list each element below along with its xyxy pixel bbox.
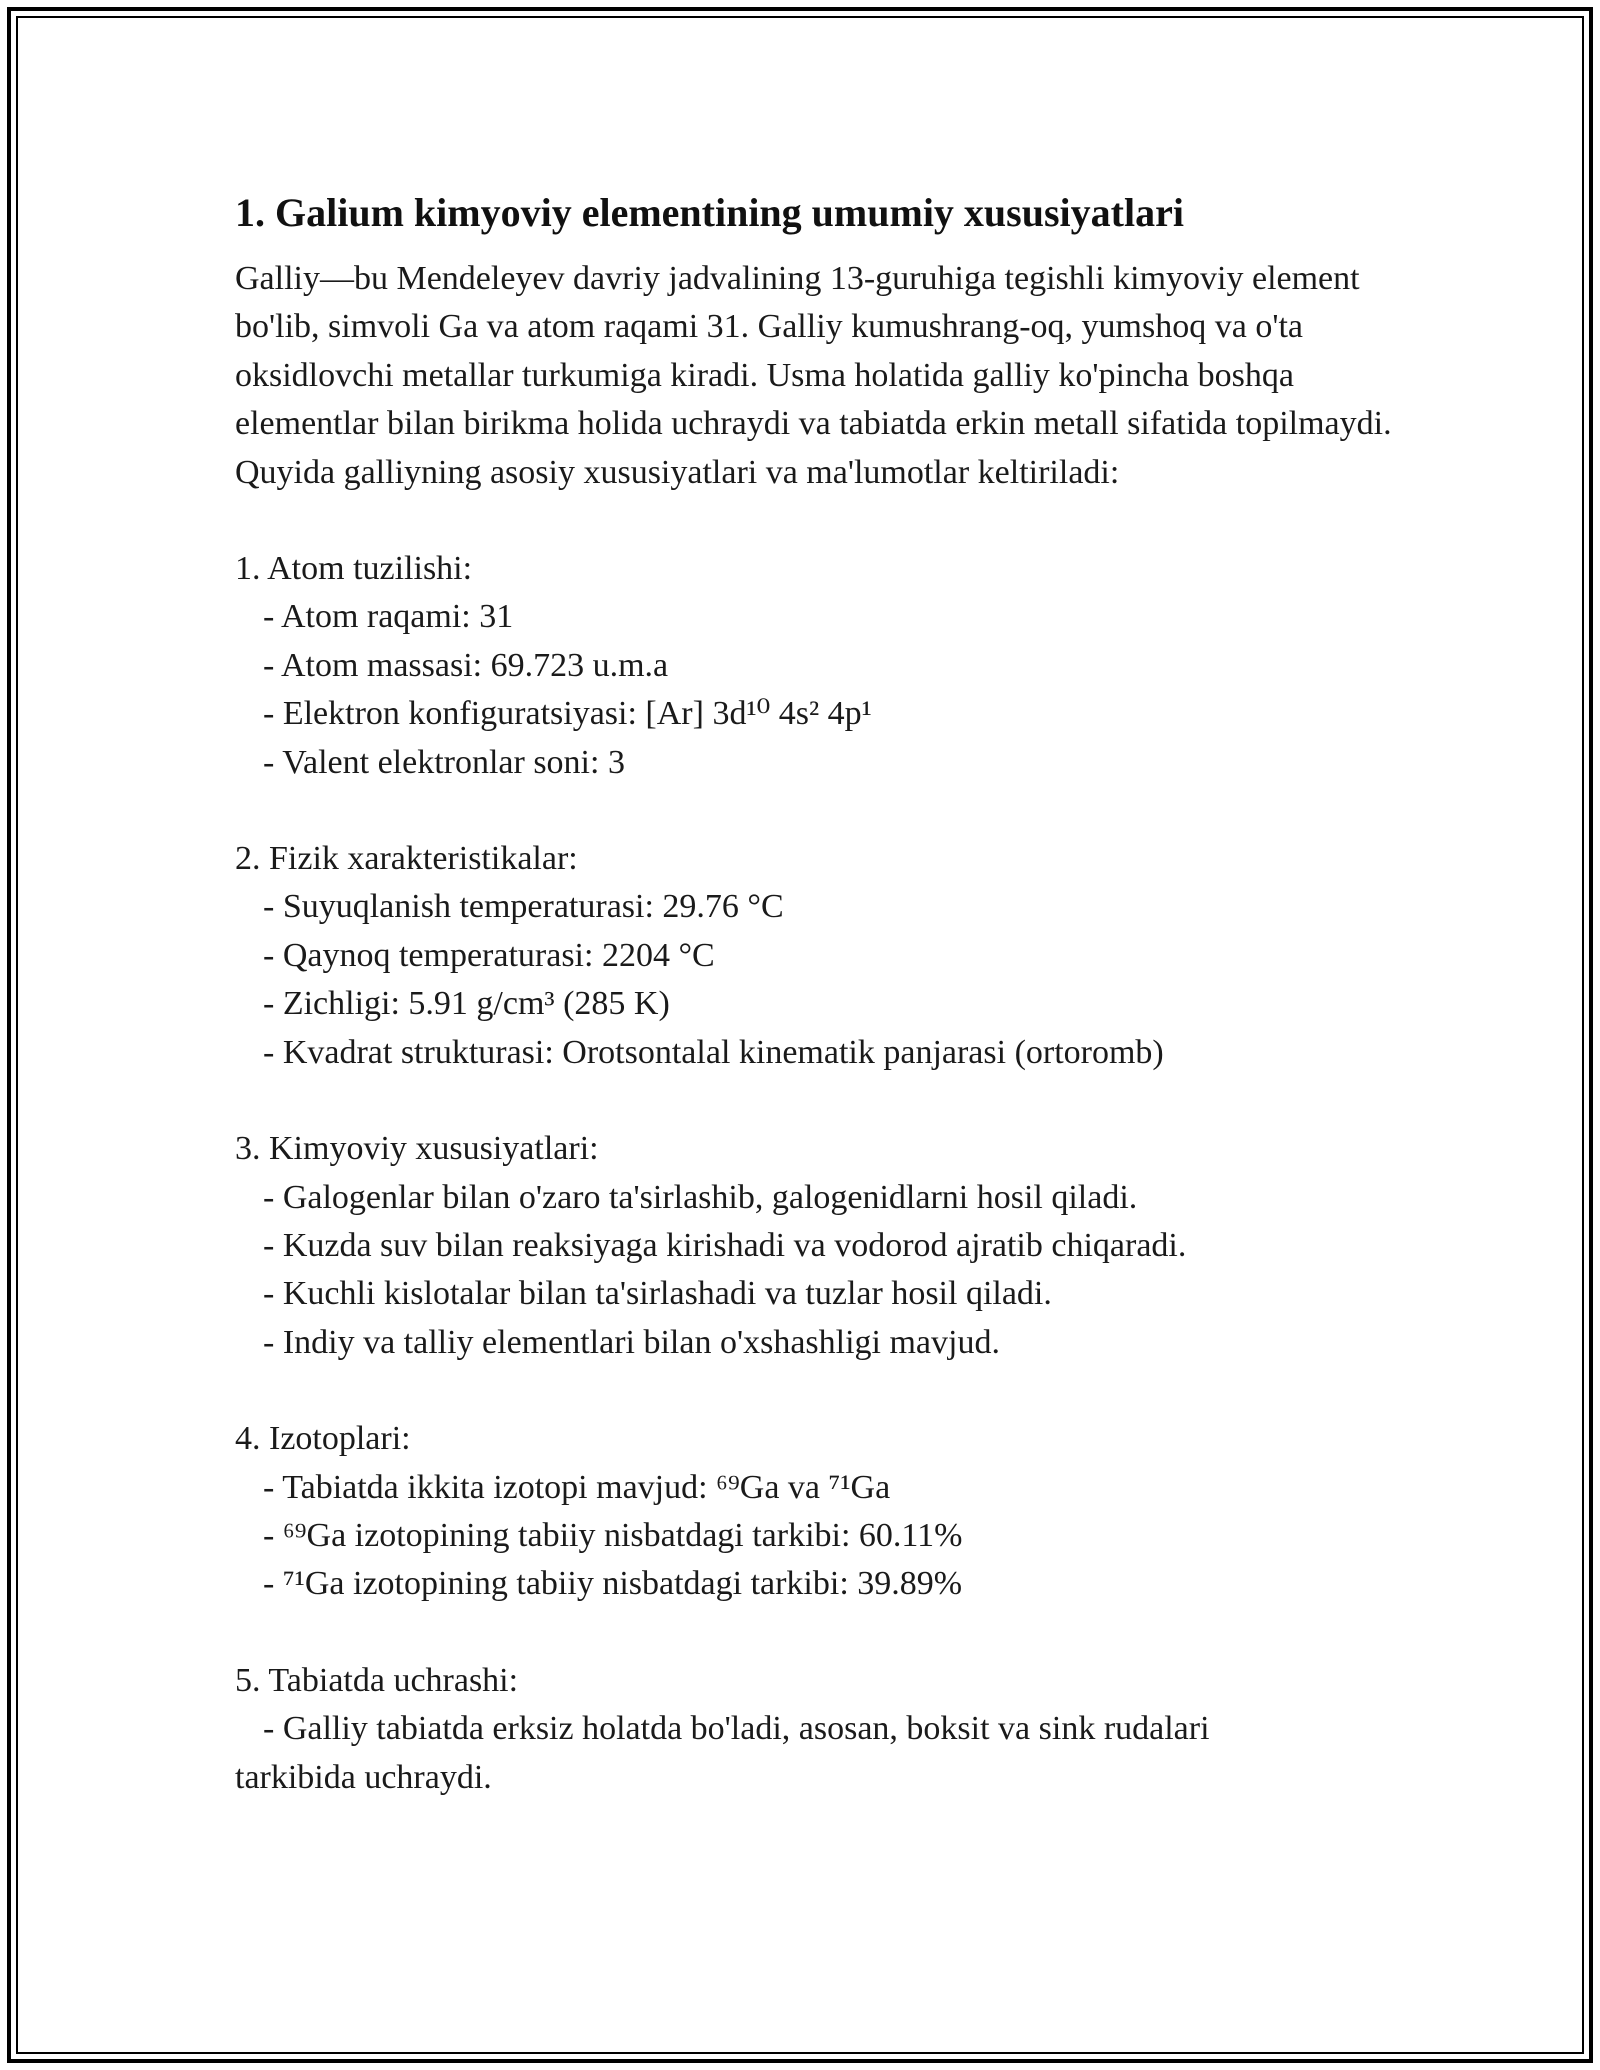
section-title: 4. Izotoplari: (235, 1420, 411, 1458)
list-item: - Galogenlar bilan o'zaro ta'sirlashib, galogenidlarni hosil qiladi. (263, 1178, 1138, 1216)
list-item-continuation: tarkibida uchraydi. (235, 1758, 492, 1796)
section-title: 3. Kimyoviy xususiyatlari: (235, 1130, 599, 1168)
list-item: - Galliy tabiatda erksiz holatda bo'ladi, asosan, boksit va sink rudalari (263, 1710, 1210, 1748)
section-title: 5. Tabiatda uchrashi: (235, 1661, 519, 1699)
list-item: - ⁷¹Ga izotopining tabiiy nisbatdagi tarkibi: 39.89% (263, 1565, 963, 1603)
section-isotopes (235, 1415, 1395, 1609)
list-item: - Kuzda suv bilan reaksiyaga kirishadi va vodorod ajratib chiqaradi. (263, 1226, 1187, 1264)
section-title: 2. Fizik xarakteristikalar: (235, 840, 578, 878)
section-occurrence (235, 1657, 1395, 1802)
list-item: - Elektron konfiguratsiyasi: [Ar] 3d¹⁰ 4s² 4p¹ (263, 695, 872, 733)
list-item: - Kuchli kislotalar bilan ta'sirlashadi va tuzlar hosil qiladi. (263, 1275, 1052, 1313)
list-item: - Kvadrat strukturasi: Orotsontalal kinematik panjarasi (ortoromb) (263, 1033, 1164, 1071)
section-title: 1. Atom tuzilishi: (235, 550, 473, 588)
list-item: - Atom raqami: 31 (263, 598, 514, 636)
section-atom-structure (235, 545, 1395, 787)
list-item: - Valent elektronlar soni: 3 (263, 743, 625, 781)
list-item: - ⁶⁹Ga izotopining tabiiy nisbatdagi tarkibi: 60.11% (263, 1516, 963, 1554)
intro-paragraph: Galliy—bu Mendeleyev davriy jadvalining 13-guruhiga tegishli kimyoviy element bo'lib, simvoli Ga va atom raqami 31. Galliy kumushrang-oq, yumshoq va o'ta oksidlovchi metallar turkumiga kiradi. Usma holatida galliy ko'pincha boshqa elementlar bilan birikma holida uchraydi va tabiatda erkin metall sifatida topilmaydi. Quyida galliyning asosiy xususiyatlari va ma'lumotlar keltiriladi: (235, 260, 1392, 491)
list-item: - Indiy va talliy elementlari bilan o'xshashligi mavjud. (263, 1323, 1000, 1361)
section-chemical (235, 1125, 1395, 1367)
section-physical (235, 835, 1395, 1077)
document-heading: 1. Galium kimyoviy elementining umumiy xususiyatlari (235, 190, 1184, 235)
document-page (235, 183, 1395, 1802)
list-item: - Qaynoq temperaturasi: 2204 °C (263, 936, 715, 974)
list-item: - Suyuqlanish temperaturasi: 29.76 °C (263, 888, 784, 926)
list-item: - Atom massasi: 69.723 u.m.a (263, 646, 669, 684)
list-item: - Tabiatda ikkita izotopi mavjud: ⁶⁹Ga va ⁷¹Ga (263, 1468, 891, 1506)
list-item: - Zichligi: 5.91 g/cm³ (285 K) (263, 985, 670, 1023)
